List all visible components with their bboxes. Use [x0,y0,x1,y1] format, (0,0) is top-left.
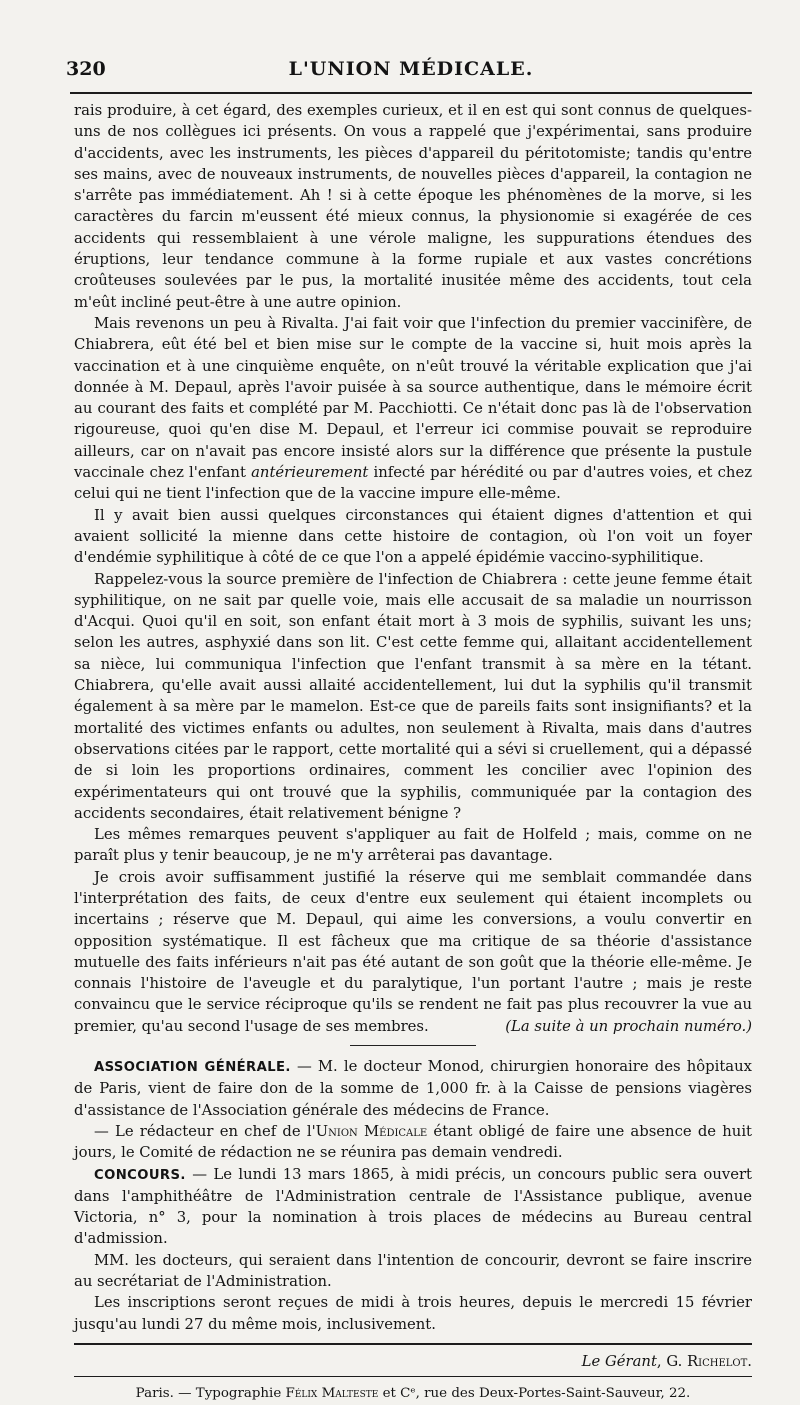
journal-name: Union Médicale [315,1122,428,1140]
news-redaction [74,1121,752,1164]
section-divider [350,1045,476,1046]
imprint-pre: Paris. — Typographie [135,1386,286,1402]
paragraph-2-text: Mais revenons un peu à Rivalta. J'ai fait voir que l'infection du premier vaccinifère, de Chiabrera, eût été bel et bien mise sur le compte de la vaccine si, huit mois après la vaccination et à une cinquième enquête, on n'eût trouvé la véritable explication que j'ai donnée à M. Depaul, après l'avoir puisée à sa source authentique, dans le mémoire écrit au courant des faits et complété par M. Pacchiotti. Ce n'était donc pas là de l'observation rigoureuse, quoi qu'en dise M. Depaul, et l'erreur ici commise pouvait se reproduire ailleurs, car on n'avait pas encore insisté alors sur la différence que présente la pustule vaccinale chez l'enfant [74,314,752,482]
printer-imprint [74,1383,752,1404]
paragraph-1: rais produire, à cet égard, des exemples curieux, et il en est qui sont connus de quelques-uns de nos collègues ici présents. On vous a rappelé que j'expérimentai, sans produire d'accidents, avec les instruments, les pièces d'appareil du péritotomiste; tandis qu'entre ses mains, avec de nouveaux instruments, de nouvelles pièces d'appareil, la contagion ne s'arrête pas immédiatement. Ah ! si à cette époque les phénomènes de la morve, si les caractères du farcin m'eussent été mieux connus, la physionomie si exagérée de ces accidents qui ressemblaient à une vérole maligne, les suppurations étendues des éruptions, leur tendance commune à la forme rupiale et aux vastes concrétions croûteuses soulevées par le pus, la mortalité inusitée même des accidents, tout cela m'eût incliné peut-être à une autre opinion. [74,102,752,311]
news-concours-text: — Le lundi 13 mars 1865, à midi précis, un concours public sera ouvert dans l'amphithéâtre de l'Administration centrale de l'Assistance publique, avenue Victoria, n° 3, pour la nomination à trois places de médecins au Bureau central d'admission. [74,1165,752,1248]
header-rule [70,92,752,94]
news-concours [74,1164,752,1250]
paragraph-2-italic: antérieurement [251,464,369,482]
paragraph-5: Les mêmes remarques peuvent s'appliquer au fait de Holfeld ; mais, comme on ne paraît plus y tenir beaucoup, je ne m'y arrêterai pas davantage. [74,826,752,865]
paragraph-2 [74,313,752,505]
continued-note: (La suite à un prochain numéro.) [505,1017,752,1035]
running-title: L'UNION MÉDICALE. [288,58,534,80]
news-label-association: ASSOCIATION GÉNÉRALE. [94,1060,291,1076]
paragraph-2-tail: infecté par hérédité ou par d'autres voies, et chez celui qui ne tient l'infection que de la vaccine impure elle-même. [74,464,752,503]
page-header [66,58,756,88]
page-number: 320 [66,58,106,80]
printer-name: Félix Malteste [285,1386,379,1402]
article-body [74,100,752,1405]
gerant-signature: Le Gérant, G. Richelot. [581,1352,752,1370]
gerant-title: Le Gérant [581,1352,657,1370]
news-association-text: — M. le docteur Monod, chirurgien honoraire des hôpitaux de Paris, vient de faire don de la somme de 1,000 fr. à la Caisse de pensions viagères d'assistance de l'Association générale des médecins de France. [74,1058,753,1119]
news-dates: Les inscriptions seront reçues de midi à trois heures, depuis le mercredi 15 février jusqu'au lundi 27 du même mois, inclusivement. [74,1294,752,1333]
gerant-name: G. Richelot. [666,1352,752,1370]
news-label-concours: CONCOURS. [94,1167,186,1183]
footer-rule-2 [74,1376,752,1377]
imprint-post: et Cᵉ, rue des Deux-Portes-Saint-Sauveur, 22. [378,1386,691,1402]
news-redaction-pre: — Le rédacteur en chef de l' [94,1122,316,1140]
news-redaction-text: étant obligé de faire une absence de huit jours, le Comité de rédaction ne se réunira pas demain vendredi. [74,1122,753,1162]
paragraph-4: Rappelez-vous la source première de l'infection de Chiabrera : cette jeune femme était syphilitique, on ne sait par quelle voie, mais elle accusait de sa maladie un nourrisson d'Acqui. Quoi qu'il en soit, son enfant était mort à 3 mois de syphilis, suivant les uns; selon les autres, asphyxié dans son lit. C'est cette femme qui, allaitant accidentellement sa nièce, lui communiqua l'infection que l'enfant transmit à sa mère en la tétant. Chiabrera, qu'elle avait aussi allaité accidentellement, lui dut la syphilis qu'il transmit également à sa mère par le mamelon. Est-ce que de pareils faits sont insignifiants? et la mortalité des victimes enfants ou adultes, non seulement à Rivalta, mais dans d'autres observations citées par le rapport, cette mortalité qui a sévi si cruellement, qui a dépassé de si loin les proportions ordinaires, comment les concilier avec l'opinion des expérimentateurs qui ont trouvé que la syphilis, communiquée par la contagion des accidents secondaires, était relativement bénigne ? [74,570,752,822]
paragraph-3: Il y avait bien aussi quelques circonstances qui étaient dignes d'attention et qui avaient sollicité la mienne dans cette histoire de contagion, où l'on voit un foyer d'endémie syphilitique à côté de ce que l'on a appelé épidémie vaccino-syphilitique. [74,506,752,567]
news-inscription: MM. les docteurs, qui seraient dans l'intention de concourir, devront se faire inscrire au secrétariat de l'Administration. [74,1251,752,1291]
paragraph-6: Je crois avoir suffisamment justifié la réserve qui me semblait commandée dans l'interprétation des faits, de ceux d'entre eux seulement qui étaient incomplets ou incertains ; réserve que M. Depaul, qui aime les conversions, a voulu convertir en opposition systématique. Il est fâcheux que ma critique de sa théorie d'assistance mutuelle des faits inférieurs n'ait pas été autant de son goût que la théorie elle-même. Je connais l'histoire de l'aveugle et du paralytique, l'un portant l'autre ; mais je reste convaincu que le service réciproque qu'ils se rendent ne fait pas plus recouvrer la vue au premier, qu'au second l'usage de ses membres. [74,868,752,1035]
news-association [74,1056,752,1121]
